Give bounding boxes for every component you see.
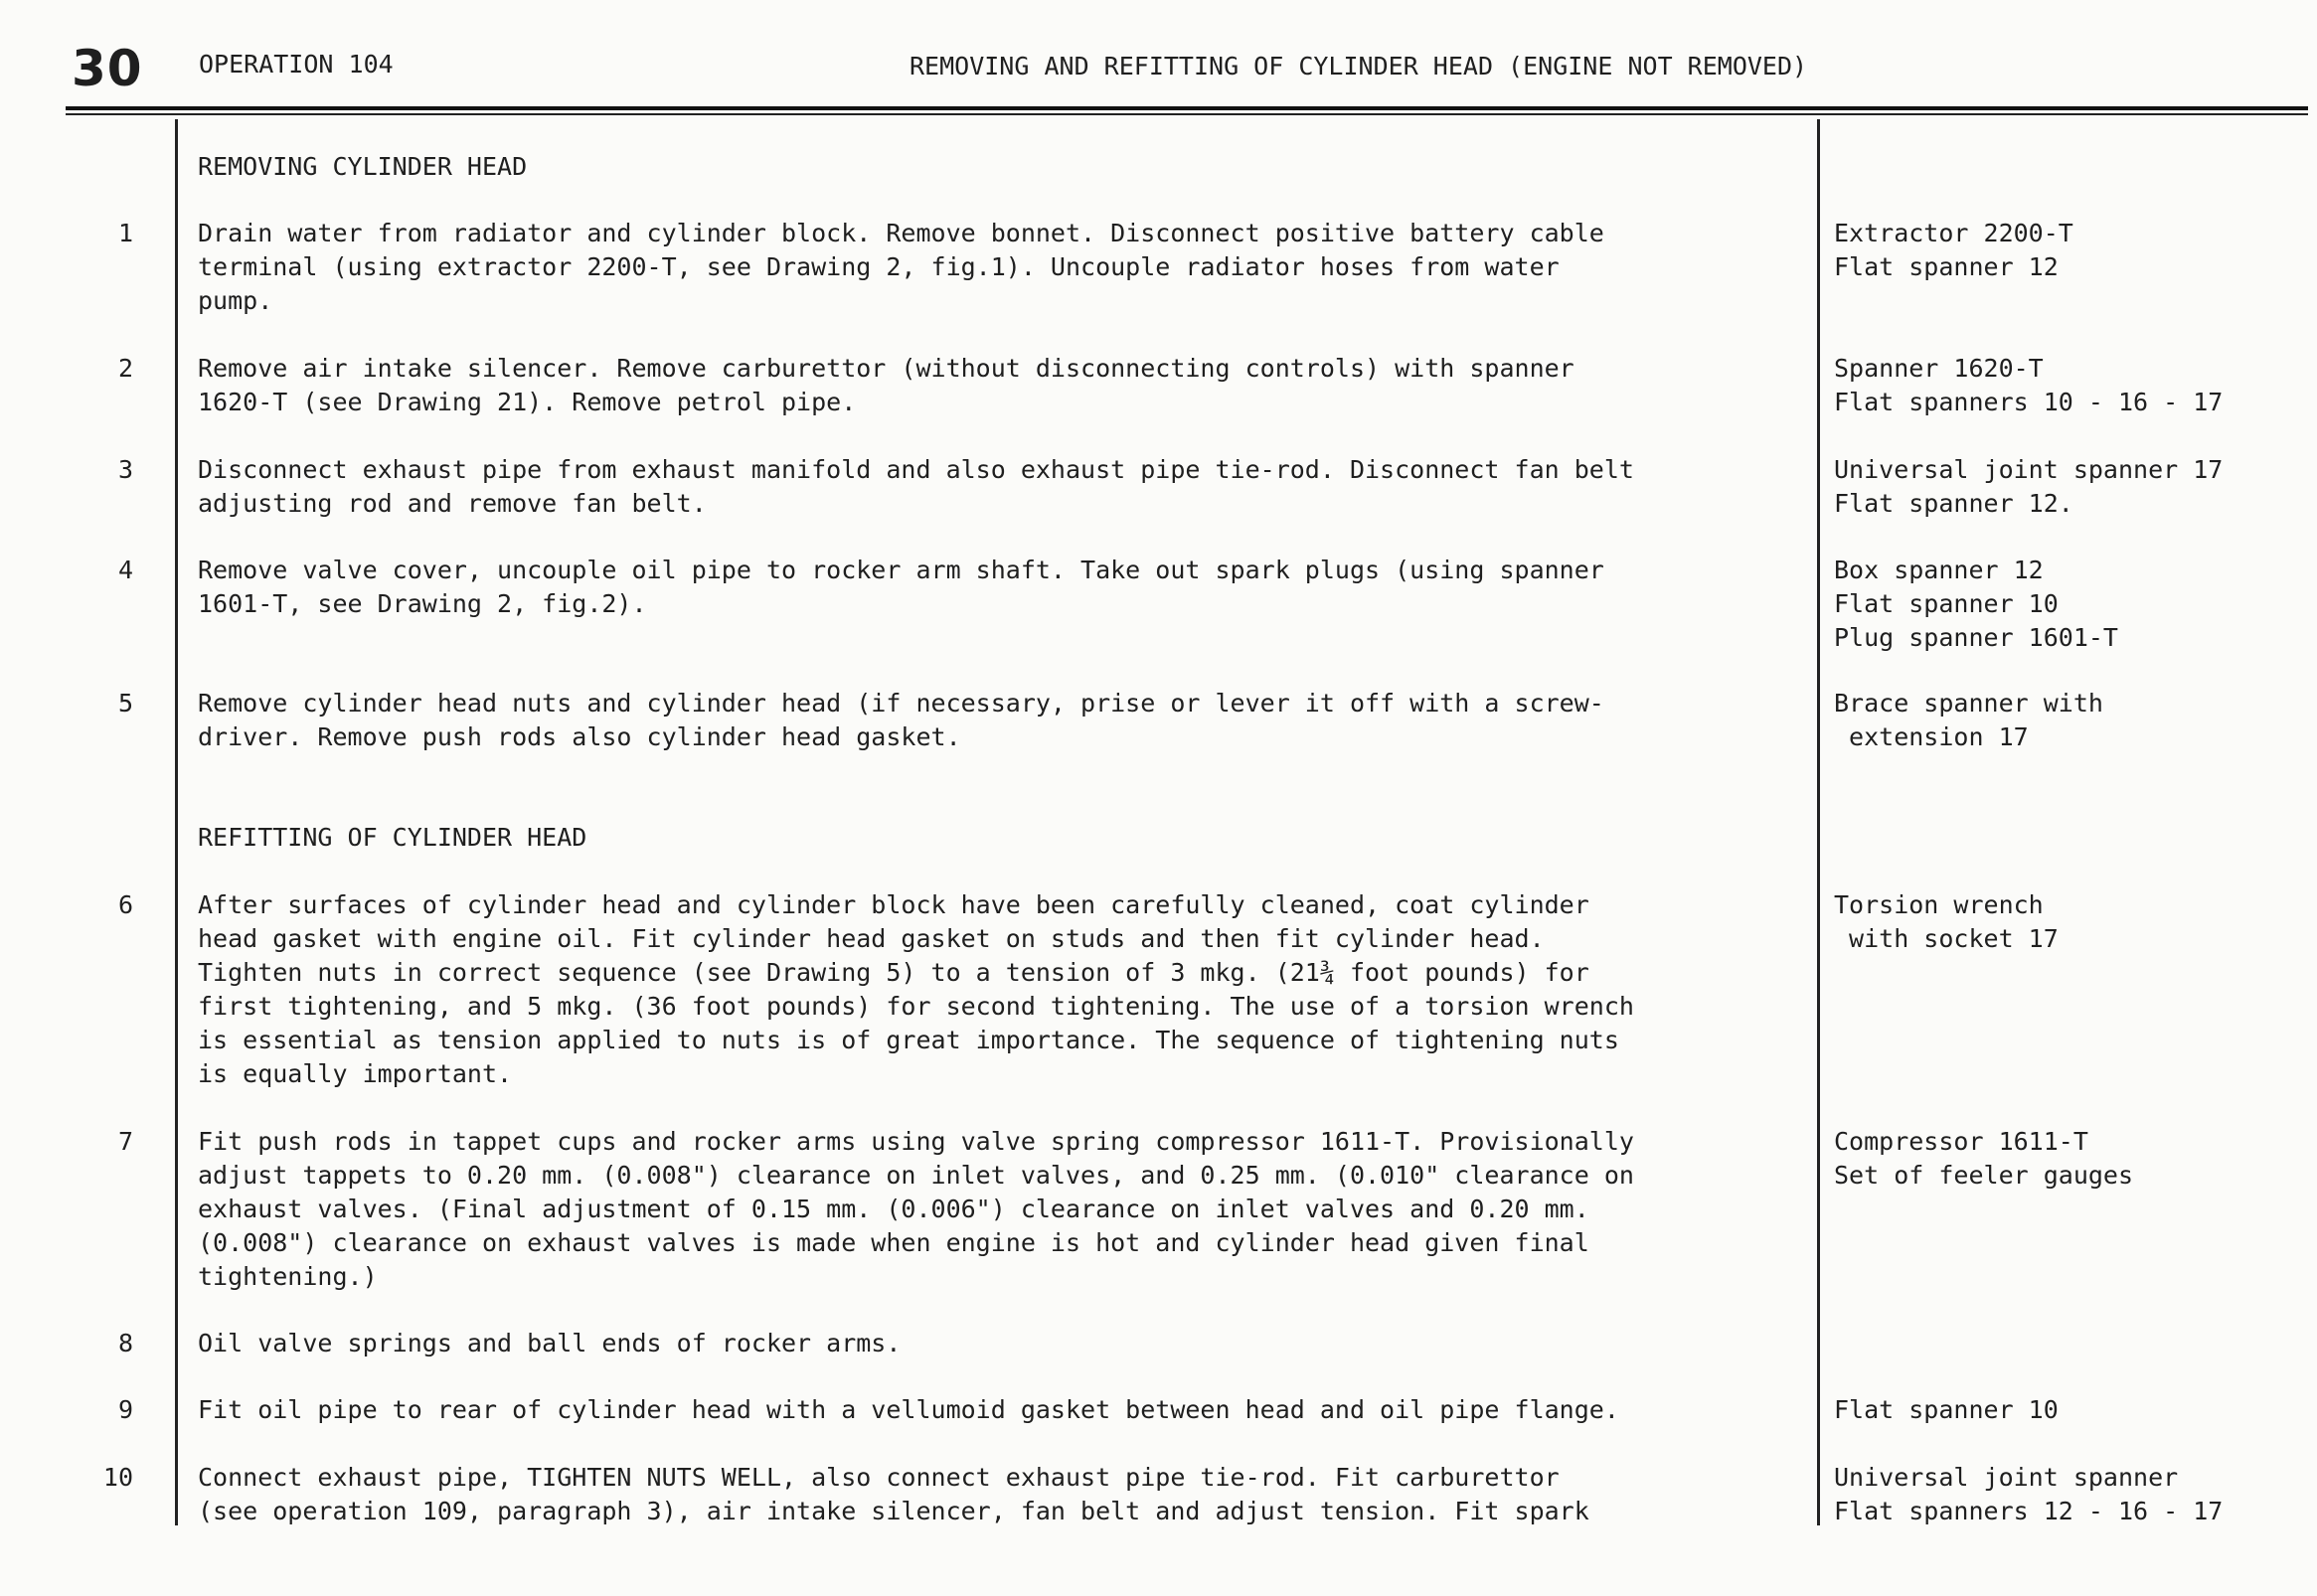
step-number: 5 <box>117 689 133 718</box>
step-tools: Box spanner 12 Flat spanner 10 Plug spanner 1601-T <box>1834 556 2118 652</box>
page-number: 30 <box>72 40 143 97</box>
step-number: 8 <box>117 1329 133 1357</box>
step-tools: Universal joint spanner Flat spanners 12 - 16 - 17 <box>1834 1463 2224 1525</box>
step-text: Remove valve cover, uncouple oil pipe to rocker arm shaft. Take out spark plugs (using spanner 1601-T, see Drawing 2, fig.2). <box>198 556 1604 618</box>
step-tools: Compressor 1611-T Set of feeler gauges <box>1834 1127 2134 1190</box>
step-number: 1 <box>117 219 133 247</box>
step-tools: Extractor 2200-T Flat spanner 12 <box>1834 219 2073 281</box>
step-tools: Torsion wrench with socket 17 <box>1834 890 2059 953</box>
operation-label: OPERATION 104 <box>199 50 394 79</box>
step-number: 10 <box>102 1463 133 1492</box>
right-column-divider <box>1817 119 1820 1525</box>
step-number: 7 <box>117 1127 133 1156</box>
step-text: Fit push rods in tappet cups and rocker arms using valve spring compressor 1611-T. Provisionally adjust tappets to 0.20 mm. (0.008") clearance on inlet valves, and 0.25 mm. (0.010" clearance on exhaust valves. (Final adjustment of 0.15 mm. (0.006") clearance on inlet valves and 0.20 mm. (0.008") clearance on exhaust valves is made when engine is hot and cylinder head given final tightening.) <box>198 1127 1634 1291</box>
step-tools: Flat spanner 10 <box>1834 1395 2059 1424</box>
step-tools: Brace spanner with extension 17 <box>1834 689 2103 751</box>
left-column-divider <box>175 119 178 1525</box>
step-number: 4 <box>117 556 133 584</box>
step-number: 6 <box>117 890 133 919</box>
step-tools: Universal joint spanner 17 Flat spanner 12. <box>1834 455 2224 518</box>
section-heading-removing: REMOVING CYLINDER HEAD <box>198 152 528 181</box>
step-number: 3 <box>117 455 133 484</box>
header-rule-thick <box>66 106 2308 110</box>
step-text: Remove air intake silencer. Remove carburettor (without disconnecting controls) with spanner 1620-T (see Drawing 21). Remove petrol pipe. <box>198 354 1574 416</box>
section-heading-refitting: REFITTING OF CYLINDER HEAD <box>198 823 587 852</box>
step-text: Oil valve springs and ball ends of rocker arms. <box>198 1329 902 1357</box>
step-number: 2 <box>117 354 133 383</box>
header-rule-thin <box>66 113 2308 115</box>
step-text: Disconnect exhaust pipe from exhaust manifold and also exhaust pipe tie-rod. Disconnect fan belt adjusting rod and remove fan belt. <box>198 455 1634 518</box>
step-text: Remove cylinder head nuts and cylinder head (if necessary, prise or lever it off with a screw- driver. Remove push rods also cylinder head gasket. <box>198 689 1604 751</box>
step-tools: Spanner 1620-T Flat spanners 10 - 16 - 17 <box>1834 354 2224 416</box>
page-title: REMOVING AND REFITTING OF CYLINDER HEAD (ENGINE NOT REMOVED) <box>910 52 1808 80</box>
step-number: 9 <box>117 1395 133 1424</box>
step-text: Connect exhaust pipe, TIGHTEN NUTS WELL, also connect exhaust pipe tie-rod. Fit carburettor (see operation 109, paragraph 3), air intake silencer, fan belt and adjust tension. Fit spark <box>198 1463 1589 1525</box>
step-text: After surfaces of cylinder head and cylinder block have been carefully cleaned, coat cylinder head gasket with engine oil. Fit cylinder head gasket on studs and then fit cylinder head. Tighten nuts in correct sequence (see Drawing 5) to a tension of 3 mkg. (21¾ foot pounds) for first tightening, and 5 mkg. (36 foot pounds) for second tightening. The use of a torsion wrench is essential as tension applied to nuts is of great importance. The sequence of tightening nuts is equally important. <box>198 890 1634 1088</box>
step-text: Drain water from radiator and cylinder block. Remove bonnet. Disconnect positive battery cable terminal (using extractor 2200-T, see Drawing 2, fig.1). Uncouple radiator hoses from water pump. <box>198 219 1604 315</box>
step-text: Fit oil pipe to rear of cylinder head with a vellumoid gasket between head and oil pipe flange. <box>198 1395 1619 1424</box>
